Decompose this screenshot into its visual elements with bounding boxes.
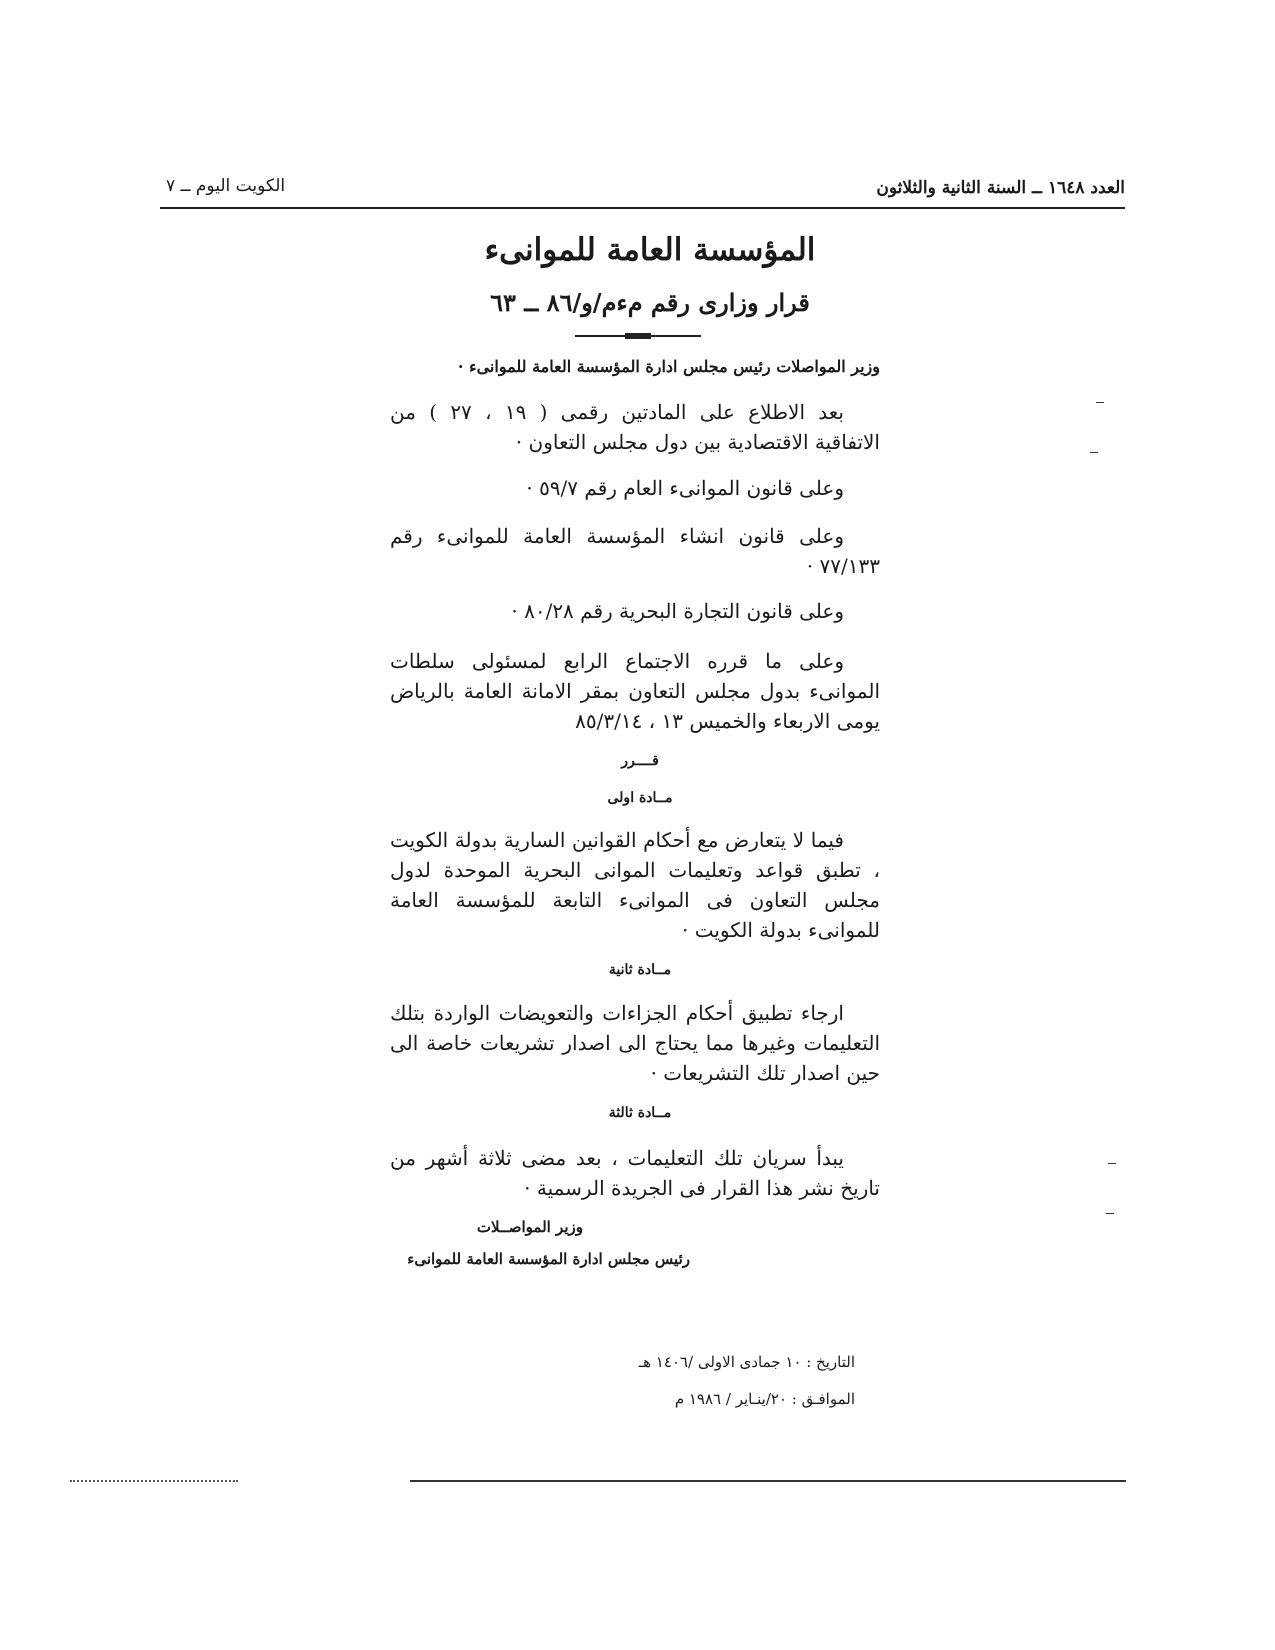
recital-3: وعلى قانون انشاء المؤسسة العامة للموانىء رقم ٧٧/١٣٣ · bbox=[390, 524, 880, 578]
issue-label: العدد ١٦٤٨ ــ السنة الثانية والثلاثون bbox=[876, 178, 1125, 198]
recital-5: وعلى ما قرره الاجتماع الرابع لمسئولى سلطات الموانىء بدول مجلس التعاون بمقر الامانة العامة بالرياض يومى الاربعاء والخميس ١٣ ، ٨٥/٣/١٤ bbox=[390, 649, 880, 733]
hijri-date: التاريخ : ١٠ جمادى الاولى /١٤٠٦ هـ bbox=[638, 1353, 855, 1371]
signature-role: رئيس مجلس ادارة المؤسسة العامة للموانىء bbox=[407, 1250, 690, 1268]
article-2-text: ارجاء تطبيق أحكام الجزاءات والتعويضات الواردة بتلك التعليمات وغيرها مما يحتاج الى اصدار تشريعات خاصة الى حين اصدار تلك التشريعات · bbox=[390, 1001, 880, 1085]
decides-heading: قــــرر bbox=[621, 753, 659, 769]
margin-mark bbox=[1090, 452, 1098, 453]
title-ornament bbox=[575, 332, 701, 340]
recital-1: بعد الاطلاع على المادتين رقمى ( ١٩ ، ٢٧ ) من الاتفاقية الاقتصادية بين دول مجلس التعاون · bbox=[390, 400, 880, 454]
recital-4: وعلى قانون التجارة البحرية رقم ٨٠/٢٨ · bbox=[511, 599, 844, 623]
margin-mark bbox=[1096, 402, 1104, 403]
journal-page-label: الكويت اليوم ــ ٧ bbox=[166, 176, 286, 196]
article-3-text: يبدأ سريان تلك التعليمات ، بعد مضى ثلاثة أشهر من تاريخ نشر هذا القرار فى الجريدة الرسمية · bbox=[390, 1146, 880, 1200]
gregorian-date: الموافـق : ٢٠/ينـاير / ١٩٨٦ م bbox=[674, 1390, 855, 1408]
footer-rule-right bbox=[410, 1480, 1126, 1482]
recital-2: وعلى قانون الموانىء العام رقم ٥٩/٧ · bbox=[526, 476, 844, 500]
margin-mark bbox=[1108, 1163, 1116, 1164]
header-divider bbox=[160, 207, 1125, 209]
article-3-heading: مــادة ثالثة bbox=[608, 1105, 672, 1121]
footer-rule-left bbox=[70, 1480, 238, 1482]
article-2-heading: مــادة ثانية bbox=[608, 962, 672, 978]
article-1-heading: مــادة اولى bbox=[607, 790, 673, 806]
issuer-line: وزير المواصلات رئيس مجلس ادارة المؤسسة العامة للموانىء · bbox=[457, 357, 880, 376]
decree-number: قرار وزارى رقم مءم/و/٨٦ ــ ٦٣ bbox=[490, 288, 810, 317]
article-1-text: فيما لا يتعارض مع أحكام القوانين السارية بدولة الكويت ، تطبق قواعد وتعليمات الموانى البحرية الموحدة لدول مجلس التعاون فى الموانىء التابعة للمؤسسة العامة للموانىء بدولة الكويت · bbox=[390, 828, 880, 942]
margin-mark bbox=[1106, 1213, 1114, 1214]
signature-title: وزير المواصــلات bbox=[476, 1218, 583, 1236]
organization-title: المؤسسة العامة للموانىء bbox=[484, 232, 816, 268]
